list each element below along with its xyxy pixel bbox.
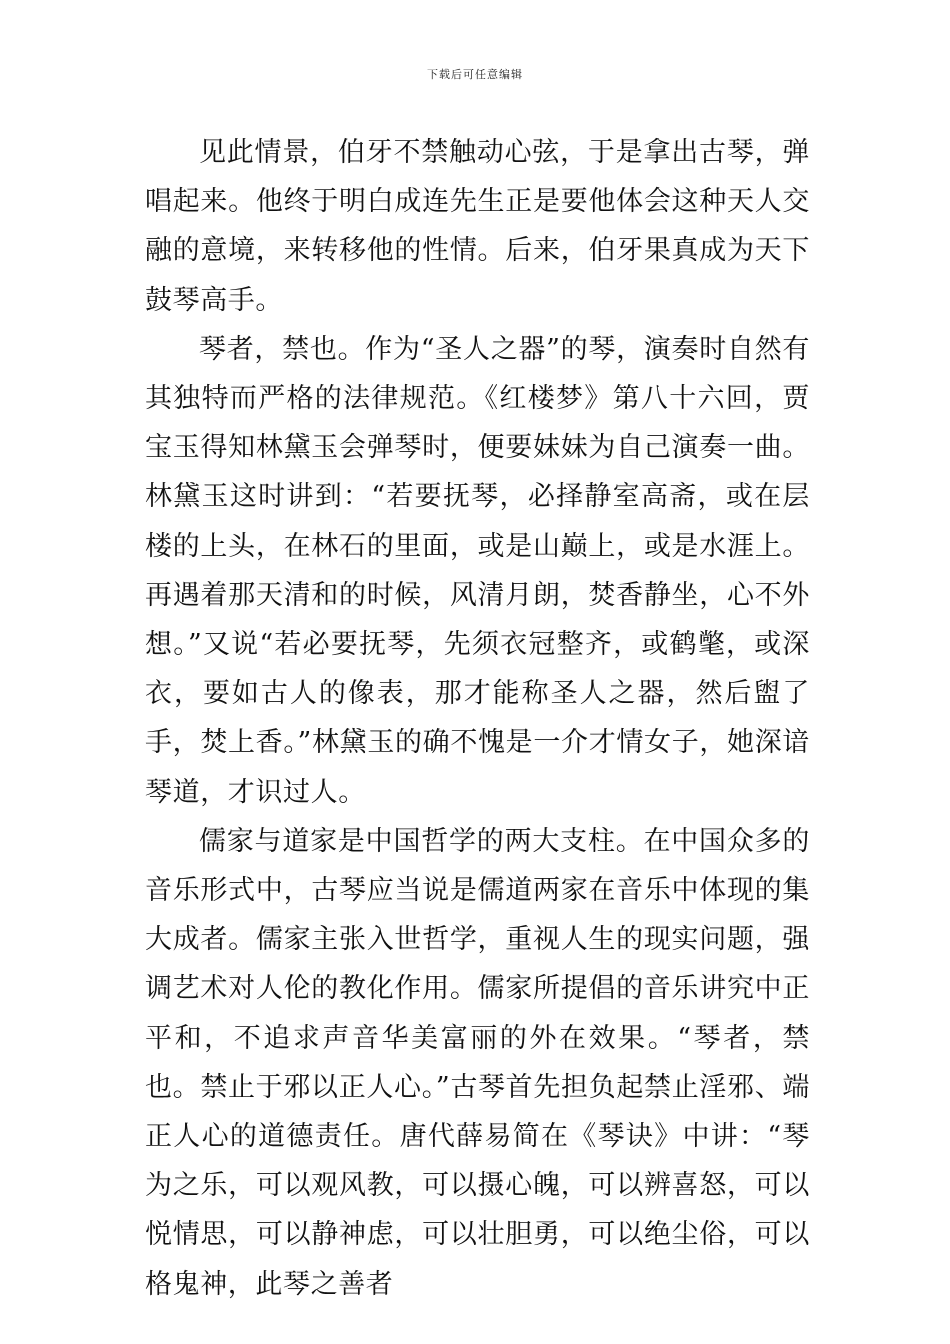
paragraph: 琴者，禁也。作为“圣人之器”的琴，演奏时自然有其独特而严格的法律规范。《红楼梦》第八十六回，贾宝玉得知林黛玉会弹琴时，便要妹妹为自己演奏一曲。林黛玉这时讲到：“若要抚琴，必择静室高斋，或在层楼的上头，在林石的里面，或是山巅上，或是水涯上。再遇着那天清和的时候，风清月朗，焚香静坐，心不外想。”又说“若必要抚琴，先须衣冠整齐，或鹤氅，或深衣，要如古人的像表，那才能称圣人之器，然后盥了手，焚上香。”林黛玉的确不愧是一介才情女子，她深谙琴道，才识过人。: [145, 333, 810, 808]
body-text: [145, 128, 810, 1309]
header-note: 下载后可任意编辑: [427, 68, 523, 81]
paragraph: 见此情景，伯牙不禁触动心弦，于是拿出古琴，弹唱起来。他终于明白成连先生正是要他体会这种天人交融的意境，来转移他的性情。后来，伯牙果真成为天下鼓琴高手。: [145, 137, 810, 316]
paragraph: 儒家与道家是中国哲学的两大支柱。在中国众多的音乐形式中，古琴应当说是儒道两家在音乐中体现的集大成者。儒家主张入世哲学，重视人生的现实问题，强调艺术对人伦的教化作用。儒家所提倡的音乐讲究中正平和，不追求声音华美富丽的外在效果。“琴者，禁也。禁止于邪以正人心。”古琴首先担负起禁止淫邪、端正人心的道德责任。唐代薛易简在《琴诀》中讲：“琴为之乐，可以观风教，可以摄心魄，可以辨喜怒，可以悦情思，可以静神虑，可以壮胆勇，可以绝尘俗，可以格鬼神，此琴之善者: [145, 825, 810, 1300]
